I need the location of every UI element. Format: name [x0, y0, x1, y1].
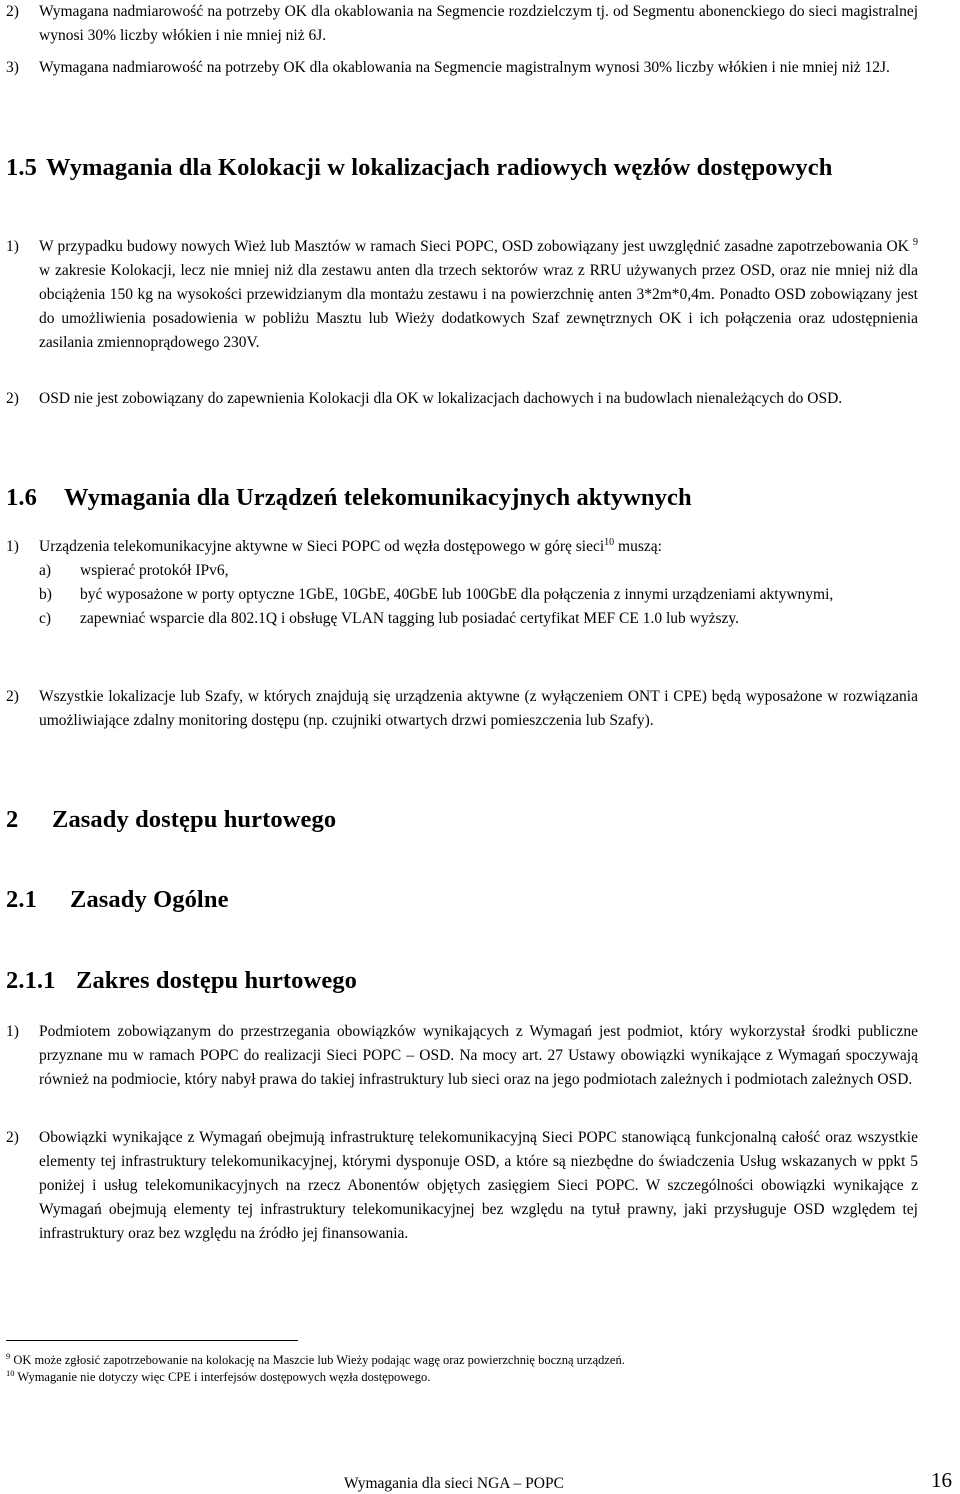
heading-number: 1.5	[6, 154, 37, 181]
text-part: w zakresie Kolokacji, lecz nie mniej niż dla zestawu anten dla trzech sektorów wraz z RRU używanych przez OSD, oraz nie mniej niż dla obciążenia 150 kg na wysokości przewidzianym dla montażu zestawu i na powierzchnię anten 3*2m*0,4m. Ponadto OSD zobowiązany jest do umożliwienia posadowienia w pobliżu Masztu lub Wieży dodatkowych Szaf zewnętrznych OK i ich połączenia oraz udostępnienia zasilania zmiennoprądowego 230V.	[39, 262, 918, 351]
list-text: Wszystkie lokalizacje lub Szafy, w których znajdują się urządzenia aktywne (z wyłączeniem ONT i CPE) będą wyposażone w rozwiązania umożliwiające zdalny monitoring dostępu (np. czujniki otwartych drzwi pomieszczenia lub Szafy).	[39, 688, 918, 729]
list-number: 2)	[6, 688, 19, 705]
list-text: Wymagana nadmiarowość na potrzeby OK dla okablowania na Segmencie magistralnym wynosi 30% liczby włókien i nie mniej niż 12J.	[39, 59, 890, 76]
section-heading-2-1-1	[6, 965, 357, 997]
footnote-10	[6, 1369, 430, 1385]
heading-title: Zasady Ogólne	[70, 886, 229, 913]
list-item	[6, 685, 918, 733]
footnote-number: 10	[6, 1367, 15, 1378]
list-number: 2)	[6, 390, 19, 407]
list-text: OSD nie jest zobowiązany do zapewnienia Kolokacji dla OK w lokalizacjach dachowych i na budowlach nienależących do OSD.	[39, 390, 843, 407]
list-item	[6, 235, 918, 355]
footnote-text: OK może zgłosić zapotrzebowanie na kolokację na Maszcie lub Wieży podając wagę oraz powierzchnię boczną urządzeń.	[13, 1353, 625, 1367]
section-heading-2	[6, 804, 336, 836]
list-number: 1)	[6, 1023, 19, 1040]
heading-title: Zakres dostępu hurtowego	[76, 967, 358, 994]
sub-list-label: b)	[39, 586, 52, 603]
list-item	[6, 387, 918, 411]
heading-number: 1.6	[6, 484, 37, 511]
sub-list-item	[39, 559, 918, 583]
text-part: muszą:	[614, 538, 662, 555]
sub-list-text: zapewniać wsparcie dla 802.1Q i obsługę VLAN tagging lub posiadać certyfikat MEF CE 1.0 lub wyższy.	[80, 610, 740, 627]
list-item	[6, 0, 918, 48]
heading-title: Zasady dostępu hurtowego	[52, 806, 337, 833]
list-text	[39, 235, 918, 355]
text-part: Urządzenia telekomunikacyjne aktywne w Sieci POPC od węzła dostępowego w górę sieci	[39, 538, 605, 555]
footnote-text: Wymaganie nie dotyczy więc CPE i interfejsów dostępowych węzła dostępowego.	[17, 1370, 431, 1384]
page-footer-title: Wymagania dla sieci NGA – POPC	[344, 1475, 564, 1492]
heading-title: Wymagania dla Kolokacji w lokalizacjach radiowych węzłów dostępowych	[46, 154, 833, 181]
text-part: W przypadku budowy nowych Wież lub Masztów w ramach Sieci POPC, OSD zobowiązany jest uwzględnić zasadne zapotrzebowania OK	[39, 238, 909, 255]
list-text: Wymagana nadmiarowość na potrzeby OK dla okablowania na Segmencie rozdzielczym tj. od Segmentu abonenckiego do sieci magistralnej wynosi 30% liczby włókien i nie mniej niż 6J.	[39, 3, 918, 44]
footnote-separator	[6, 1340, 298, 1341]
list-number: 1)	[6, 538, 19, 555]
footnote-ref-9[interactable]: 9	[913, 236, 918, 248]
list-item	[6, 535, 918, 631]
heading-title: Wymagania dla Urządzeń telekomunikacyjnych aktywnych	[64, 484, 692, 511]
list-item	[6, 1126, 918, 1246]
section-heading-2-1	[6, 884, 229, 916]
section-heading-1-5	[6, 152, 906, 184]
sub-list-label: a)	[39, 562, 52, 579]
heading-number: 2.1	[6, 886, 37, 913]
list-item	[6, 56, 918, 80]
footnote-ref-10[interactable]: 10	[604, 536, 615, 548]
footnote-number: 9	[6, 1350, 11, 1361]
sub-list-text: być wyposażone w porty optyczne 1GbE, 10GbE, 40GbE lub 100GbE dla połączenia z innymi urządzeniami aktywnymi,	[80, 586, 834, 603]
footnote-9	[6, 1352, 625, 1368]
list-number: 3)	[6, 59, 19, 76]
heading-number: 2	[6, 806, 19, 833]
section-heading-1-6	[6, 482, 692, 514]
list-text: Podmiotem zobowiązanym do przestrzegania obowiązków wynikających z Wymagań jest podmiot, który wykorzystał środki publiczne przyznane mu w ramach POPC do realizacji Sieci POPC – OSD. Na mocy art. 27 Ustawy obowiązki wynikające z Wymagań spoczywają również na podmiocie, który nabył prawa do takiej infrastruktury lub sieci oraz na jego podmiotach zależnych i podmiotach zależnych OSD.	[39, 1023, 918, 1088]
sub-list-text: wspierać protokół IPv6,	[80, 562, 229, 579]
list-number: 1)	[6, 238, 19, 255]
sub-list-label: c)	[39, 610, 52, 627]
list-item	[6, 1020, 918, 1092]
list-text: Obowiązki wynikające z Wymagań obejmują infrastrukturę telekomunikacyjną Sieci POPC stanowiącą funkcjonalną całość oraz wszystkie elementy tej infrastruktury telekomunikacyjnej, którymi dysponuje OSD, a które są niezbędne do świadczenia Usług wskazanych w ppkt 5 poniżej i usług telekomunikacyjnych na rzecz Abonentów objętych zasięgiem Sieci POPC. W szczególności obowiązki wynikające z Wymagań obejmują elementy tej infrastruktury telekomunikacyjnej bez względu na tytuł prawny, jaki przysługuje OSD względem tej infrastruktury oraz bez względu na źródło jej finansowania.	[39, 1129, 918, 1242]
page-number: 16	[931, 1468, 952, 1492]
sub-list-item	[39, 583, 918, 607]
sub-list-item	[39, 607, 918, 631]
heading-number: 2.1.1	[6, 967, 56, 994]
list-number: 2)	[6, 1129, 19, 1146]
list-number: 2)	[6, 3, 19, 20]
list-text	[39, 535, 918, 559]
